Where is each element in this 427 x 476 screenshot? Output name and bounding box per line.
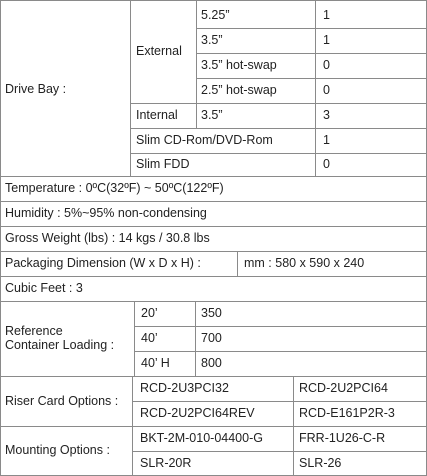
- rule: [0, 276, 427, 277]
- rule: [134, 326, 427, 327]
- external-size: 3.5”: [201, 33, 223, 47]
- mounting-option: SLR-26: [299, 456, 342, 470]
- external-size: 3.5” hot-swap: [201, 58, 277, 72]
- rule: [134, 351, 427, 352]
- rule: [0, 0, 427, 1]
- external-count: 1: [323, 33, 330, 47]
- rule: [0, 301, 427, 302]
- rule: [195, 301, 196, 376]
- internal-count: 3: [323, 108, 330, 122]
- external-label: External: [136, 44, 182, 58]
- rule: [130, 103, 427, 104]
- gross-weight-spec: Gross Weight (lbs) : 14 kgs / 30.8 lbs: [5, 231, 210, 245]
- humidity-spec: Humidity : 5%~95% non-condensing: [5, 206, 207, 220]
- rule: [132, 451, 427, 452]
- rule: [0, 226, 427, 227]
- mounting-option: FRR-1U26-C-R: [299, 431, 386, 445]
- internal-size: 3.5”: [201, 108, 223, 122]
- rule: [130, 128, 427, 129]
- packaging-value: mm : 580 x 590 x 240: [244, 256, 365, 270]
- rule: [132, 376, 133, 476]
- rule: [196, 53, 427, 54]
- packaging-label: Packaging Dimension (W x D x H) :: [5, 256, 201, 270]
- cubic-feet-spec: Cubic Feet : 3: [5, 281, 83, 295]
- drive-bay-label: Drive Bay :: [5, 82, 67, 96]
- riser-card-option: RCD-2U2PCI64: [299, 381, 388, 395]
- rule: [130, 0, 131, 176]
- external-count: 0: [323, 83, 330, 97]
- rule: [130, 153, 427, 154]
- rule: [237, 251, 238, 276]
- container-size: 40’ H: [141, 356, 170, 370]
- slim-fdd-count: 0: [323, 157, 330, 171]
- rule: [0, 426, 427, 427]
- slim-fdd-label: Slim FDD: [136, 157, 190, 171]
- rule: [196, 78, 427, 79]
- riser-card-option: RCD-2U2PCI64REV: [140, 406, 255, 420]
- rule: [0, 251, 427, 252]
- slim-cd-label: Slim CD-Rom/DVD-Rom: [136, 133, 273, 147]
- rule: [0, 201, 427, 202]
- container-qty: 700: [201, 331, 222, 345]
- rule: [132, 401, 427, 402]
- container-qty: 800: [201, 356, 222, 370]
- external-size: 2.5” hot-swap: [201, 83, 277, 97]
- container-loading-label: Reference Container Loading :: [5, 324, 115, 352]
- rule: [0, 0, 1, 476]
- riser-card-option: RCD-E161P2R-3: [299, 406, 395, 420]
- rule: [0, 176, 427, 177]
- container-size: 20’: [141, 306, 158, 320]
- external-count: 0: [323, 58, 330, 72]
- riser-card-label: Riser Card Options :: [5, 394, 119, 408]
- slim-cd-count: 1: [323, 133, 330, 147]
- external-size: 5.25”: [201, 8, 230, 22]
- rule: [315, 0, 316, 176]
- mounting-option: BKT-2M-010-04400-G: [140, 431, 263, 445]
- container-qty: 350: [201, 306, 222, 320]
- rule: [293, 376, 294, 476]
- rule: [134, 301, 135, 376]
- container-size: 40’: [141, 331, 158, 345]
- external-count: 1: [323, 8, 330, 22]
- riser-card-option: RCD-2U3PCI32: [140, 381, 229, 395]
- rule: [0, 376, 427, 377]
- rule: [196, 0, 197, 128]
- internal-label: Internal: [136, 108, 178, 122]
- rule: [196, 28, 427, 29]
- temperature-spec: Temperature : 0ºC(32ºF) ~ 50ºC(122ºF): [5, 181, 224, 195]
- mounting-label: Mounting Options :: [5, 443, 110, 457]
- mounting-option: SLR-20R: [140, 456, 192, 470]
